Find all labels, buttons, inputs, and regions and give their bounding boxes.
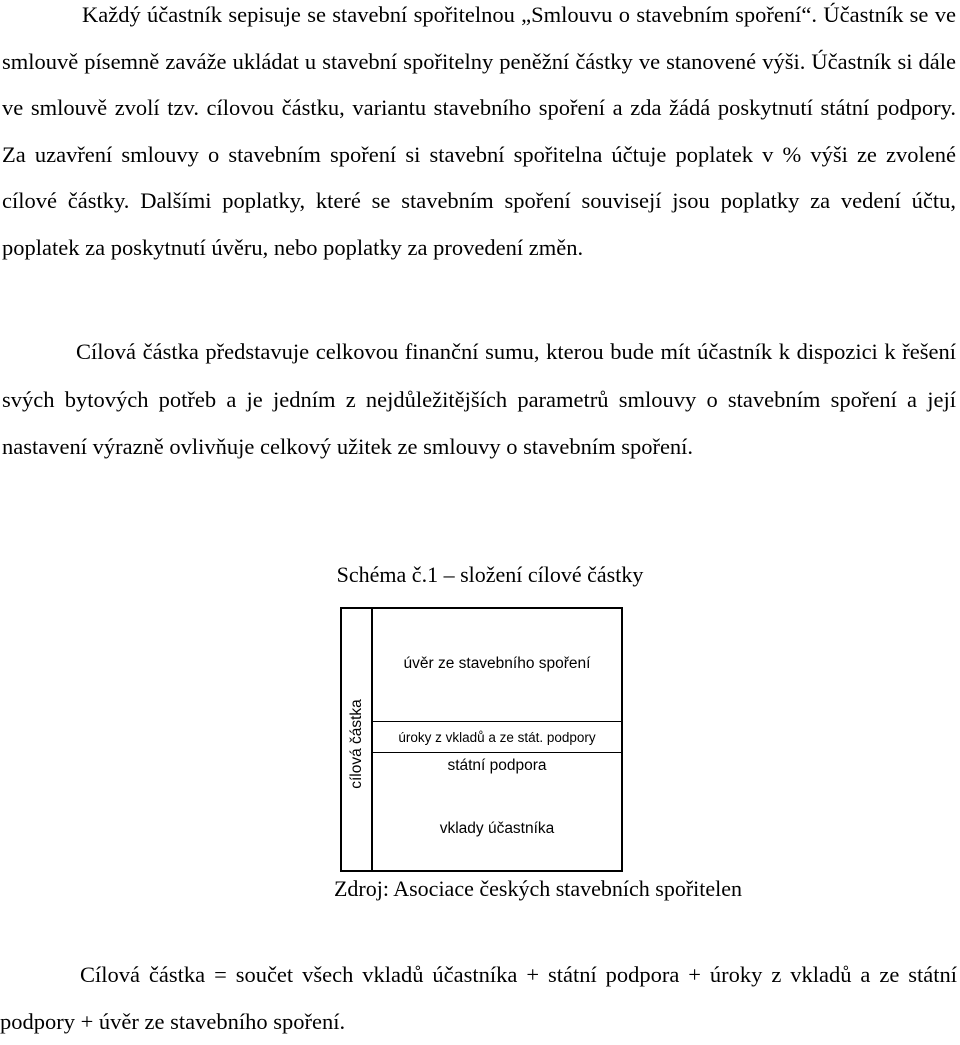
schema-caption: Schéma č.1 – složení cílové částky [336,562,644,587]
paragraph-target-amount: Cílová částka představuje celkovou finanční sumu, kterou bude mít účastník k dispozici k řešení svých bytových potřeb a je jedním z nejdůležitějších parametrů smlouvy o stavebním spoření a její nastavení výrazně ovlivňuje celkový užitek ze smlouvy o stavebním spoření. [2,339,956,459]
paragraph-contract: Každý účastník sepisuje se stavební spořitelnou „Smlouvu o stavebním spoření“. Účastník se ve smlouvě písemně zaváže ukládat u stavební spořitelny peněžní částky ve stanovené výši. Účastník si dále ve smlouvě zvolí tzv. cílovou částku, variantu stavebního spoření a zda žádá poskytnutí státní podpory. Za uzavření smlouvy o stavebním spoření si stavební spořitelna účtuje poplatek v % výši ze zvolené cílové částky. Dalšími poplatky, které se stavebním spoření souvisejí jsou poplatky za vedení účtu, poplatek za poskytnutí úvěru, nebo poplatky za provedení změn. [2,2,956,260]
diagram-row-state-support: státní podpora [447,757,547,774]
target-amount-diagram [340,607,623,872]
diagram-row-interest: úroky z vkladů a ze stát. podpory [373,721,621,753]
diagram-row-loan: úvěr ze stavebního spoření [403,655,591,672]
diagram-row-deposits: vklady účastníka [439,820,555,837]
diagram-side-label: cílová částka [348,699,365,789]
paragraph-formula: Cílová částka = součet všech vkladů účastníka + státní podpora + úroky z vkladů a ze státní podpory + úvěr ze stavebního spoření. [0,962,957,1034]
schema-source: Zdroj: Asociace českých stavebních spořitelen [333,876,743,901]
diagram-sidebar [342,609,373,870]
